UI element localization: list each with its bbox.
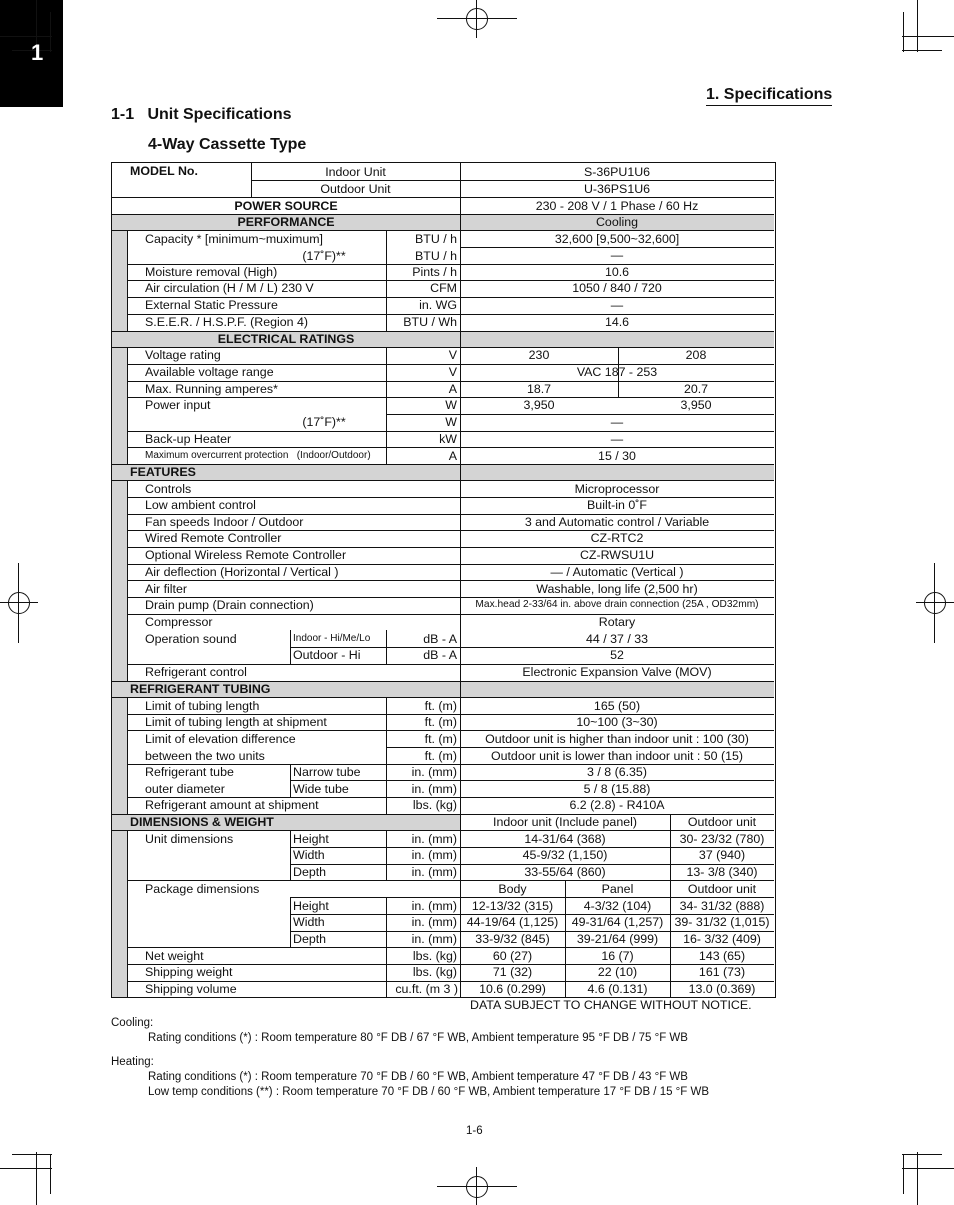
power-low-value: — — [610, 415, 624, 429]
package-width-body: 44-19/64 (1,125) — [466, 915, 559, 929]
net-weight-unit: lbs. (kg) — [412, 949, 457, 963]
unit-width-label: Width — [293, 848, 325, 862]
heating-rating: Rating conditions (*) : Room temperature 70 °F DB / 60 °F WB, Ambient temperature 47 °F DB / 43 °F WB — [148, 1071, 688, 1083]
voltage-208: 208 — [685, 348, 707, 362]
air-deflection-value: — / Automatic (Vertical ) — [550, 565, 684, 579]
backup-heater-value: — — [610, 432, 624, 446]
tubing-shipment-unit: ft. (m) — [424, 715, 457, 729]
compressor-label: Compressor — [145, 615, 213, 629]
spec-table — [111, 162, 776, 998]
unit-dimensions-label: Unit dimensions — [145, 832, 234, 846]
electrical-header: ELECTRICAL RATINGS — [217, 332, 355, 346]
outdoor-unit-label: Outdoor Unit — [320, 182, 391, 196]
tubing-length-unit: ft. (m) — [424, 699, 457, 713]
shipping-weight-panel: 22 (10) — [597, 965, 638, 979]
refrigerant-amount-unit: lbs. (kg) — [412, 798, 457, 812]
capacity-low-label: (17˚F)** — [302, 249, 346, 263]
wireless-remote-label: Optional Wireless Remote Controller — [145, 548, 347, 562]
indoor-column-header: Indoor unit (Include panel) — [493, 815, 637, 829]
sound-indoor-value: 44 / 37 / 33 — [585, 632, 648, 646]
package-width-outdoor: 39- 31/32 (1,015) — [674, 915, 770, 929]
wireless-remote-value: CZ-RWSU1U — [579, 548, 655, 562]
package-width-panel: 49-31/64 (1,257) — [571, 915, 664, 929]
unit-depth-label: Depth — [293, 865, 327, 879]
package-height-label: Height — [293, 899, 329, 913]
moisture-value: 10.6 — [604, 265, 630, 279]
shipping-volume-panel: 4.6 (0.131) — [587, 982, 648, 996]
power-low-label: (17˚F)** — [302, 415, 346, 429]
dimensions-header: DIMENSIONS & WEIGHT — [130, 815, 274, 829]
package-width-label: Width — [293, 915, 325, 929]
package-depth-unit: in. (mm) — [411, 932, 457, 946]
elevation-unit-2: ft. (m) — [424, 749, 457, 763]
package-height-body: 12-13/32 (315) — [471, 899, 554, 913]
fan-speeds-label: Fan speeds Indoor / Outdoor — [145, 515, 304, 529]
outdoor-column-header: Outdoor unit — [687, 815, 757, 829]
unit-depth-outdoor: 13- 3/8 (340) — [686, 865, 758, 879]
running-amperes-230: 18.7 — [526, 382, 552, 396]
narrow-tube-value: 3 / 8 (6.35) — [587, 765, 647, 779]
air-circulation-unit: CFM — [430, 281, 457, 295]
power-input-unit: W — [445, 398, 457, 412]
package-height-panel: 4-3/32 (104) — [583, 899, 652, 913]
capacity-value: 32,600 [9,500~32,600] — [554, 232, 680, 246]
unit-height-outdoor: 30- 23/32 (780) — [679, 832, 765, 846]
net-weight-body: 60 (27) — [492, 949, 533, 963]
shipping-weight-label: Shipping weight — [145, 965, 233, 979]
power-source-value: 230 - 208 V / 1 Phase / 60 Hz — [535, 199, 699, 213]
esp-label: External Static Pressure — [145, 298, 278, 312]
power-input-230: 3,950 — [523, 398, 555, 412]
unit-height-unit: in. (mm) — [411, 832, 457, 846]
elevation-value-1: Outdoor unit is higher than indoor unit : 100 (30) — [485, 732, 749, 746]
backup-heater-unit: kW — [439, 432, 457, 446]
seer-label: S.E.E.R. / H.S.P.F. (Region 4) — [145, 315, 308, 329]
heating-low-temp: Low temp conditions (**) : Room temperature 70 °F DB / 60 °F WB, Ambient temperature 17 °F DB / 15 °F WB — [148, 1086, 710, 1098]
tubing-length-label: Limit of tubing length — [145, 699, 260, 713]
refrigerant-amount-label: Refrigerant amount at shipment — [145, 798, 319, 812]
air-circulation-value: 1050 / 840 / 720 — [572, 281, 662, 295]
available-voltage-value: VAC 187 - 253 — [576, 365, 658, 379]
running-amperes-208: 20.7 — [683, 382, 709, 396]
cooling-rating: Rating conditions (*) : Room temperature 80 °F DB / 67 °F WB, Ambient temperature 95 °F DB / 75 °F WB — [148, 1032, 688, 1044]
controls-value: Microprocessor — [574, 482, 660, 496]
shipping-volume-body: 10.6 (0.299) — [479, 982, 546, 996]
available-voltage-unit: V — [448, 365, 457, 379]
wide-tube-unit: in. (mm) — [411, 782, 457, 796]
package-depth-panel: 39-21/64 (999) — [576, 932, 659, 946]
seer-value: 14.6 — [604, 315, 630, 329]
air-deflection-label: Air deflection (Horizontal / Vertical ) — [145, 565, 339, 579]
tubing-shipment-label: Limit of tubing length at shipment — [145, 715, 327, 729]
esp-value: — — [610, 298, 624, 312]
body-column-header: Body — [498, 882, 527, 896]
drain-pump-label: Drain pump (Drain connection) — [145, 598, 314, 612]
section-title: 1-1 Unit Specifications — [111, 106, 292, 123]
package-depth-outdoor: 16- 3/32 (409) — [683, 932, 761, 946]
overcurrent-unit: A — [448, 449, 457, 463]
power-low-unit: W — [445, 415, 457, 429]
package-depth-body: 33-9/32 (845) — [475, 932, 550, 946]
refrigerant-control-value: Electronic Expansion Valve (MOV) — [522, 665, 712, 679]
capacity-low-value: — — [610, 248, 624, 262]
package-height-unit: in. (mm) — [411, 899, 457, 913]
wide-tube-label: Wide tube — [293, 782, 349, 796]
sound-indoor-unit: dB - A — [423, 632, 457, 646]
voltage-label: Voltage rating — [145, 348, 221, 362]
performance-mode: Cooling — [595, 215, 639, 229]
low-ambient-value: Built-in 0˚F — [587, 498, 647, 512]
unit-depth-unit: in. (mm) — [411, 865, 457, 879]
shipping-volume-label: Shipping volume — [145, 982, 237, 996]
unit-depth-indoor: 33-55/64 (860) — [524, 865, 606, 879]
tubing-length-value: 165 (50) — [593, 699, 641, 713]
shipping-weight-unit: lbs. (kg) — [412, 965, 457, 979]
overcurrent-value: 15 / 30 — [598, 449, 636, 463]
air-circulation-label: Air circulation (H / M / L) 230 V — [145, 281, 314, 295]
chapter-side-tab — [0, 0, 63, 107]
chapter-tab-number: 1 — [31, 40, 44, 65]
moisture-unit: Pints / h — [412, 265, 457, 279]
wired-remote-value: CZ-RTC2 — [590, 531, 644, 545]
unit-height-indoor: 14-31/64 (368) — [524, 832, 606, 846]
page-number: 1-6 — [466, 1125, 483, 1137]
refrigerant-control-label: Refrigerant control — [145, 665, 247, 679]
outer-diameter-label: outer diameter — [145, 782, 225, 796]
unit-width-outdoor: 37 (940) — [698, 848, 746, 862]
data-notice: DATA SUBJECT TO CHANGE WITHOUT NOTICE. — [470, 998, 752, 1012]
power-source-label: POWER SOURCE — [234, 199, 338, 213]
narrow-tube-unit: in. (mm) — [411, 765, 457, 779]
low-ambient-label: Low ambient control — [145, 498, 256, 512]
shipping-weight-outdoor: 161 (73) — [698, 965, 746, 979]
esp-unit: in. WG — [419, 298, 457, 312]
panel-column-header: Panel — [601, 882, 634, 896]
moisture-label: Moisture removal (High) — [145, 265, 278, 279]
package-depth-label: Depth — [293, 932, 327, 946]
package-width-unit: in. (mm) — [411, 915, 457, 929]
compressor-value: Rotary — [598, 615, 636, 629]
tubing-header: REFRIGERANT TUBING — [130, 682, 271, 696]
power-input-label: Power input — [145, 398, 211, 412]
features-header: FEATURES — [130, 465, 196, 479]
seer-unit: BTU / Wh — [403, 315, 457, 329]
voltage-unit: V — [448, 348, 457, 362]
backup-heater-label: Back-up Heater — [145, 432, 232, 446]
elevation-label-2: between the two units — [145, 749, 265, 763]
indoor-unit-label: Indoor Unit — [325, 165, 386, 179]
capacity-unit: BTU / h — [415, 232, 457, 246]
sound-outdoor-unit: dB - A — [423, 648, 457, 662]
overcurrent-label: Maximum overcurrent protection (Indoor/Outdoor) — [145, 450, 371, 461]
elevation-value-2: Outdoor unit is lower than indoor unit : 50 (15) — [490, 749, 744, 763]
refrigerant-tube-label: Refrigerant tube — [145, 765, 234, 779]
refrigerant-amount-value: 6.2 (2.8) - R410A — [569, 798, 665, 812]
running-amperes-unit: A — [448, 382, 457, 396]
capacity-label: Capacity * [minimum~muximum] — [145, 232, 323, 246]
unit-width-indoor: 45-9/32 (1,150) — [522, 848, 608, 862]
shipping-volume-outdoor: 13.0 (0.369) — [688, 982, 756, 996]
fan-speeds-value: 3 and Automatic control / Variable — [524, 515, 710, 529]
net-weight-panel: 16 (7) — [601, 949, 634, 963]
power-input-208: 3,950 — [680, 398, 712, 412]
chapter-title: 1. Specifications — [706, 86, 832, 106]
shipping-weight-body: 71 (32) — [492, 965, 533, 979]
heating-title: Heating: — [111, 1056, 154, 1068]
outdoor-model: U-36PS1U6 — [583, 182, 651, 196]
sound-outdoor-label: Outdoor - Hi — [293, 648, 361, 662]
air-filter-value: Washable, long life (2,500 hr) — [536, 582, 698, 596]
net-weight-label: Net weight — [145, 949, 204, 963]
unit-width-unit: in. (mm) — [411, 848, 457, 862]
elevation-label-1: Limit of elevation difference — [145, 732, 296, 746]
available-voltage-label: Available voltage range — [145, 365, 274, 379]
subsection-title: 4-Way Cassette Type — [148, 136, 307, 153]
outdoor-column-header-2: Outdoor unit — [687, 882, 757, 896]
voltage-230: 230 — [528, 348, 550, 362]
shipping-volume-unit: cu.ft. (m 3 ) — [395, 982, 458, 996]
air-filter-label: Air filter — [145, 582, 187, 596]
drain-pump-value: Max.head 2-33/64 in. above drain connection (25A , OD32mm) — [475, 599, 759, 610]
sound-outdoor-value: 52 — [610, 648, 624, 662]
package-dimensions-label: Package dimensions — [145, 882, 260, 896]
indoor-model: S-36PU1U6 — [583, 165, 651, 179]
wide-tube-value: 5 / 8 (15.88) — [583, 782, 651, 796]
net-weight-outdoor: 143 (65) — [698, 949, 746, 963]
package-height-outdoor: 34- 31/32 (888) — [679, 899, 765, 913]
controls-label: Controls — [145, 482, 192, 496]
capacity-low-unit: BTU / h — [415, 249, 457, 263]
narrow-tube-label: Narrow tube — [293, 765, 361, 779]
operation-sound-label: Operation sound — [145, 632, 237, 646]
wired-remote-label: Wired Remote Controller — [145, 531, 282, 545]
running-amperes-label: Max. Running amperes* — [145, 382, 278, 396]
model-label: MODEL No. — [130, 164, 198, 178]
unit-height-label: Height — [293, 832, 329, 846]
cooling-title: Cooling: — [111, 1017, 154, 1029]
sound-indoor-label: Indoor - Hi/Me/Lo — [293, 633, 371, 644]
elevation-unit-1: ft. (m) — [424, 732, 457, 746]
tubing-shipment-value: 10~100 (3~30) — [576, 715, 658, 729]
performance-header: PERFORMANCE — [237, 215, 335, 229]
